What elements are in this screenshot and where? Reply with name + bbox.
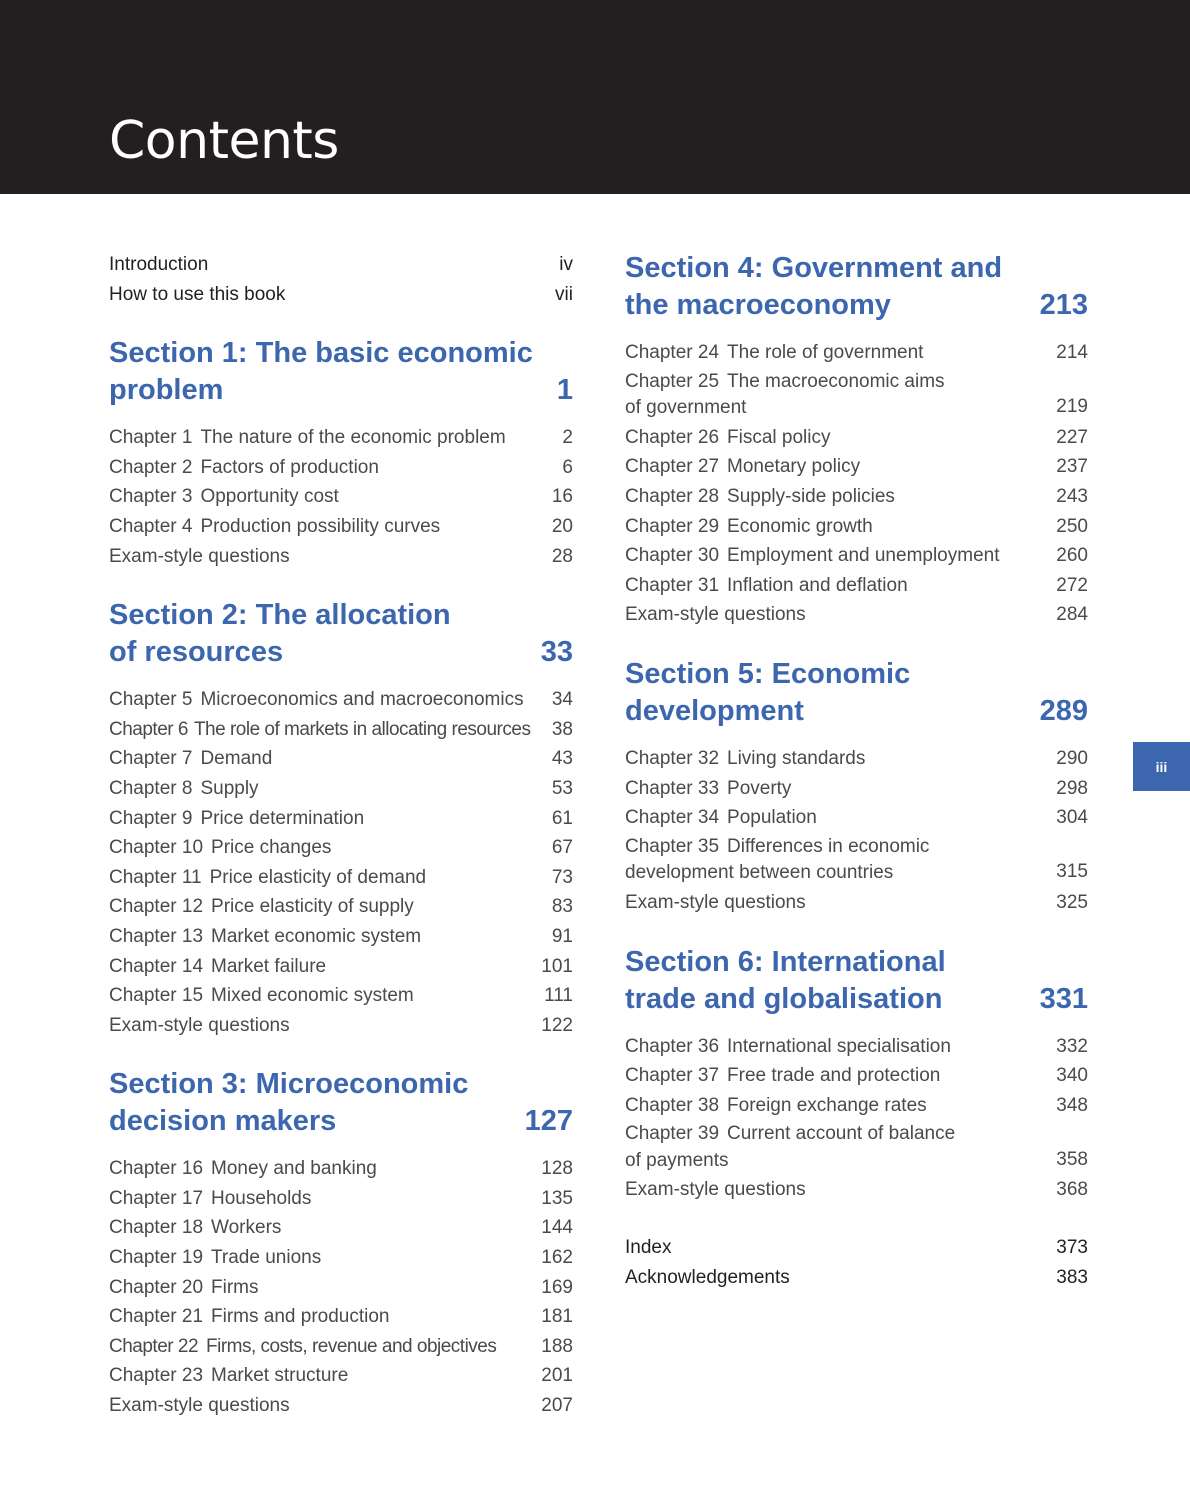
chapter-entry[interactable] — [109, 922, 573, 952]
chapter-label: Chapter 39 — [625, 1123, 720, 1145]
contents-column-left — [109, 250, 573, 1421]
chapter-label: Chapter 5 — [109, 689, 193, 711]
chapter-label: Chapter 17 — [109, 1187, 204, 1209]
entry-page: 284 — [1056, 604, 1088, 626]
chapter-page: 43 — [551, 748, 573, 770]
entry-page: 373 — [1056, 1237, 1088, 1259]
chapter-entry[interactable] — [109, 1243, 573, 1273]
chapter-entry[interactable] — [109, 1213, 573, 1243]
chapter-page: 250 — [1056, 515, 1088, 537]
chapter-entry[interactable] — [625, 571, 1088, 601]
chapter-label: Chapter 28 — [625, 485, 720, 507]
back-matter-entry[interactable] — [625, 1233, 1088, 1263]
chapter-label: Chapter 1 — [109, 427, 193, 449]
section-heading[interactable] — [109, 335, 573, 409]
chapter-entry[interactable] — [625, 541, 1088, 571]
chapter-label: Chapter 22 — [109, 1335, 199, 1357]
chapter-page: 227 — [1056, 426, 1088, 448]
chapter-title: The role of government — [727, 342, 924, 363]
section-title: Section 6: International trade and globalisation — [625, 945, 946, 1015]
section-title: Section 4: Government and the macroeconomy — [625, 252, 1003, 321]
entry-page: 207 — [541, 1395, 573, 1417]
chapter-page: 237 — [1056, 456, 1088, 478]
chapter-page: 304 — [1056, 807, 1088, 829]
chapter-page: 61 — [551, 807, 573, 829]
chapter-title: Mixed economic system — [211, 985, 414, 1007]
entry-page: 383 — [1056, 1266, 1088, 1288]
chapter-title: Current account of balance — [727, 1123, 956, 1145]
chapter-title: Monetary policy — [727, 456, 861, 478]
chapter-title: Supply — [200, 777, 259, 799]
exam-questions-entry[interactable] — [109, 1011, 573, 1041]
section-title: Section 5: Economic development — [625, 657, 911, 727]
chapter-entry[interactable] — [109, 863, 573, 893]
chapter-title: Market failure — [211, 955, 327, 977]
chapter-entry[interactable] — [109, 715, 573, 745]
chapter-entry[interactable] — [625, 1061, 1088, 1091]
chapter-entry[interactable] — [109, 952, 573, 982]
entry-title: How to use this book — [109, 283, 286, 305]
chapter-entry[interactable] — [625, 834, 1088, 887]
chapter-label: Chapter 35 — [625, 835, 720, 857]
chapter-title-continued: of government — [625, 397, 747, 419]
entry-page: iv — [559, 254, 573, 275]
chapter-label: Chapter 33 — [625, 777, 720, 799]
chapter-label: Chapter 37 — [625, 1065, 720, 1087]
chapter-title: Money and banking — [211, 1158, 377, 1180]
entry-title: Exam-style questions — [625, 1179, 806, 1201]
chapter-page: 111 — [544, 985, 573, 1007]
chapter-label: Chapter 29 — [625, 515, 720, 537]
chapter-label: Chapter 24 — [625, 342, 720, 363]
chapter-title: Differences in economic — [727, 835, 930, 857]
chapter-page: 260 — [1056, 545, 1088, 567]
chapter-page: 332 — [1056, 1035, 1088, 1057]
chapter-entry[interactable] — [625, 369, 1088, 422]
chapter-label: Chapter 4 — [109, 515, 193, 537]
chapter-label: Chapter 18 — [109, 1217, 204, 1239]
chapter-title: Production possibility curves — [200, 515, 441, 537]
section-page: 33 — [540, 636, 573, 669]
chapter-entry[interactable] — [109, 833, 573, 863]
chapter-title: Supply-side policies — [727, 485, 895, 507]
chapter-title: Market structure — [211, 1365, 349, 1387]
chapter-page: 188 — [541, 1335, 573, 1357]
chapter-entry[interactable] — [625, 803, 1088, 833]
chapter-entry[interactable] — [109, 1332, 573, 1362]
chapter-page: 162 — [541, 1247, 573, 1269]
chapter-title: Foreign exchange rates — [727, 1094, 927, 1116]
chapter-page: 358 — [1056, 1148, 1088, 1170]
chapter-title: Demand — [200, 748, 273, 770]
entry-page: vii — [555, 283, 573, 305]
chapter-label: Chapter 9 — [109, 807, 193, 829]
section-heading[interactable] — [625, 656, 1088, 730]
chapter-entry[interactable] — [109, 1273, 573, 1303]
chapter-title-continued: development between countries — [625, 862, 894, 884]
chapter-label: Chapter 25 — [625, 370, 720, 392]
section-title: Section 1: The basic economic problem — [109, 337, 533, 407]
chapter-page: 340 — [1056, 1065, 1088, 1087]
spacer — [625, 1205, 1088, 1233]
chapter-title: Inflation and deflation — [727, 574, 908, 596]
chapter-entry[interactable] — [625, 1091, 1088, 1121]
chapter-entry[interactable] — [109, 685, 573, 715]
chapter-entry[interactable] — [109, 1184, 573, 1214]
chapter-entry[interactable] — [109, 981, 573, 1011]
chapter-entry[interactable] — [109, 423, 573, 453]
chapter-label: Chapter 21 — [109, 1306, 204, 1328]
chapter-title: Poverty — [727, 777, 792, 799]
entry-title: Exam-style questions — [109, 1395, 290, 1417]
chapter-label: Chapter 15 — [109, 985, 204, 1007]
contents-column-right — [625, 250, 1088, 1292]
chapter-label: Chapter 16 — [109, 1158, 204, 1180]
exam-questions-entry[interactable] — [109, 1391, 573, 1421]
chapter-page: 348 — [1056, 1094, 1088, 1116]
chapter-entry[interactable] — [625, 774, 1088, 804]
chapter-entry[interactable] — [109, 804, 573, 834]
chapter-entry[interactable] — [109, 1154, 573, 1184]
chapter-page: 83 — [551, 896, 573, 918]
chapter-entry[interactable] — [109, 512, 573, 542]
chapter-label: Chapter 27 — [625, 456, 720, 478]
chapter-title: Living standards — [727, 747, 866, 769]
section-title: Section 3: Microeconomic decision makers — [109, 1068, 469, 1138]
page-title: Contents — [109, 111, 339, 171]
chapter-title: The nature of the economic problem — [200, 427, 506, 449]
chapter-title: Price changes — [211, 837, 332, 859]
section-page: 289 — [1039, 694, 1088, 727]
chapter-page: 6 — [562, 456, 573, 478]
chapter-label: Chapter 23 — [109, 1365, 204, 1387]
chapter-page: 315 — [1056, 861, 1088, 883]
chapter-label: Chapter 13 — [109, 925, 204, 947]
chapter-entry[interactable] — [625, 1032, 1088, 1062]
entry-title: Acknowledgements — [625, 1266, 790, 1288]
chapter-label: Chapter 34 — [625, 807, 720, 829]
chapter-label: Chapter 38 — [625, 1094, 720, 1116]
back-matter-entry[interactable] — [625, 1263, 1088, 1293]
entry-page: 122 — [541, 1014, 573, 1036]
section-heading[interactable] — [625, 250, 1088, 324]
chapter-title: Price elasticity of demand — [209, 866, 427, 888]
chapter-label: Chapter 30 — [625, 545, 720, 567]
chapter-page: 298 — [1056, 777, 1088, 799]
chapter-title: Population — [727, 807, 817, 829]
chapter-entry[interactable] — [109, 892, 573, 922]
chapter-title: Firms, costs, revenue and objectives — [206, 1335, 497, 1357]
chapter-label: Chapter 7 — [109, 748, 193, 770]
chapter-entry[interactable] — [109, 482, 573, 512]
chapter-title: The role of markets in allocating resources — [193, 718, 531, 740]
chapter-title: Firms and production — [211, 1306, 390, 1328]
chapter-page: 214 — [1056, 342, 1088, 363]
chapter-title: Workers — [211, 1217, 282, 1239]
chapter-page: 181 — [541, 1306, 573, 1328]
chapter-label: Chapter 31 — [625, 574, 720, 596]
chapter-page: 272 — [1056, 574, 1088, 596]
front-matter-entry[interactable] — [109, 250, 573, 280]
chapter-entry[interactable] — [109, 1361, 573, 1391]
chapter-title: Microeconomics and macroeconomics — [200, 689, 524, 711]
chapter-entry[interactable] — [109, 774, 573, 804]
section-page: 127 — [524, 1105, 573, 1138]
chapter-label: Chapter 8 — [109, 777, 193, 799]
chapter-page: 53 — [551, 777, 573, 799]
chapter-title: Trade unions — [211, 1247, 322, 1269]
entry-title: Index — [625, 1237, 672, 1259]
chapter-label: Chapter 11 — [109, 866, 202, 888]
chapter-title: Economic growth — [727, 515, 873, 537]
chapter-title: Households — [211, 1187, 312, 1209]
chapter-label: Chapter 3 — [109, 486, 193, 508]
chapter-title: Firms — [211, 1276, 259, 1298]
chapter-page: 135 — [541, 1187, 573, 1209]
chapter-page: 91 — [551, 925, 573, 947]
entry-title: Introduction — [109, 254, 209, 275]
chapter-label: Chapter 32 — [625, 747, 720, 769]
chapter-page: 38 — [551, 718, 573, 740]
chapter-title-continued: of payments — [625, 1149, 729, 1171]
entry-title: Exam-style questions — [109, 545, 290, 567]
chapter-label: Chapter 6 — [109, 718, 188, 740]
chapter-page: 128 — [541, 1158, 573, 1180]
chapter-page: 16 — [551, 486, 573, 508]
page-header — [0, 0, 1190, 194]
chapter-label: Chapter 2 — [109, 456, 193, 478]
chapter-title: Price determination — [200, 807, 365, 829]
chapter-page: 101 — [541, 955, 573, 977]
section-title: Section 2: The allocation of resources — [109, 599, 451, 669]
entry-page: 28 — [551, 545, 573, 567]
chapter-label: Chapter 14 — [109, 955, 204, 977]
chapter-entry[interactable] — [625, 744, 1088, 774]
section-page: 1 — [556, 374, 573, 407]
chapter-page: 219 — [1056, 396, 1088, 418]
chapter-title: The macroeconomic aims — [727, 370, 945, 392]
chapter-entry[interactable] — [109, 1302, 573, 1332]
section-heading[interactable] — [625, 944, 1088, 1018]
page-number-tab: iii — [1133, 742, 1190, 791]
section-page: 213 — [1039, 289, 1088, 321]
chapter-page: 34 — [551, 689, 573, 711]
chapter-label: Chapter 36 — [625, 1035, 720, 1057]
chapter-title: International specialisation — [727, 1035, 951, 1057]
entry-page: 368 — [1056, 1179, 1088, 1201]
chapter-title: Price elasticity of supply — [211, 896, 414, 918]
exam-questions-entry[interactable] — [625, 600, 1088, 630]
entry-title: Exam-style questions — [109, 1014, 290, 1036]
chapter-page: 243 — [1056, 485, 1088, 507]
chapter-label: Chapter 20 — [109, 1276, 204, 1298]
chapter-page: 20 — [551, 515, 573, 537]
chapter-entry[interactable] — [625, 338, 1088, 368]
chapter-entry[interactable] — [625, 423, 1088, 453]
chapter-title: Free trade and protection — [727, 1065, 941, 1087]
chapter-page: 73 — [551, 866, 573, 888]
chapter-label: Chapter 19 — [109, 1247, 204, 1269]
entry-page: 325 — [1056, 891, 1088, 913]
chapter-title: Employment and unemployment — [727, 545, 1000, 567]
section-heading[interactable] — [109, 597, 573, 671]
chapter-label: Chapter 10 — [109, 837, 204, 859]
section-heading[interactable] — [109, 1066, 573, 1140]
front-matter-entry[interactable] — [109, 280, 573, 310]
chapter-title: Market economic system — [211, 925, 422, 947]
chapter-page: 144 — [541, 1217, 573, 1239]
section-page: 331 — [1039, 982, 1088, 1015]
exam-questions-entry[interactable] — [625, 888, 1088, 918]
chapter-title: Fiscal policy — [727, 426, 831, 448]
chapter-label: Chapter 12 — [109, 896, 204, 918]
exam-questions-entry[interactable] — [109, 542, 573, 572]
chapter-page: 169 — [541, 1276, 573, 1298]
chapter-title: Opportunity cost — [200, 486, 339, 508]
chapter-page: 67 — [551, 837, 573, 859]
entry-title: Exam-style questions — [625, 891, 806, 913]
chapter-entry[interactable] — [625, 512, 1088, 542]
chapter-entry[interactable] — [625, 482, 1088, 512]
chapter-entry[interactable] — [625, 452, 1088, 482]
chapter-label: Chapter 26 — [625, 426, 720, 448]
entry-title: Exam-style questions — [625, 604, 806, 626]
chapter-page: 201 — [541, 1365, 573, 1387]
chapter-title: Factors of production — [200, 456, 379, 478]
exam-questions-entry[interactable] — [625, 1175, 1088, 1205]
chapter-page: 2 — [562, 427, 573, 449]
chapter-entry[interactable] — [109, 744, 573, 774]
chapter-page: 290 — [1056, 747, 1088, 769]
chapter-entry[interactable] — [109, 453, 573, 483]
chapter-entry[interactable] — [625, 1121, 1088, 1174]
